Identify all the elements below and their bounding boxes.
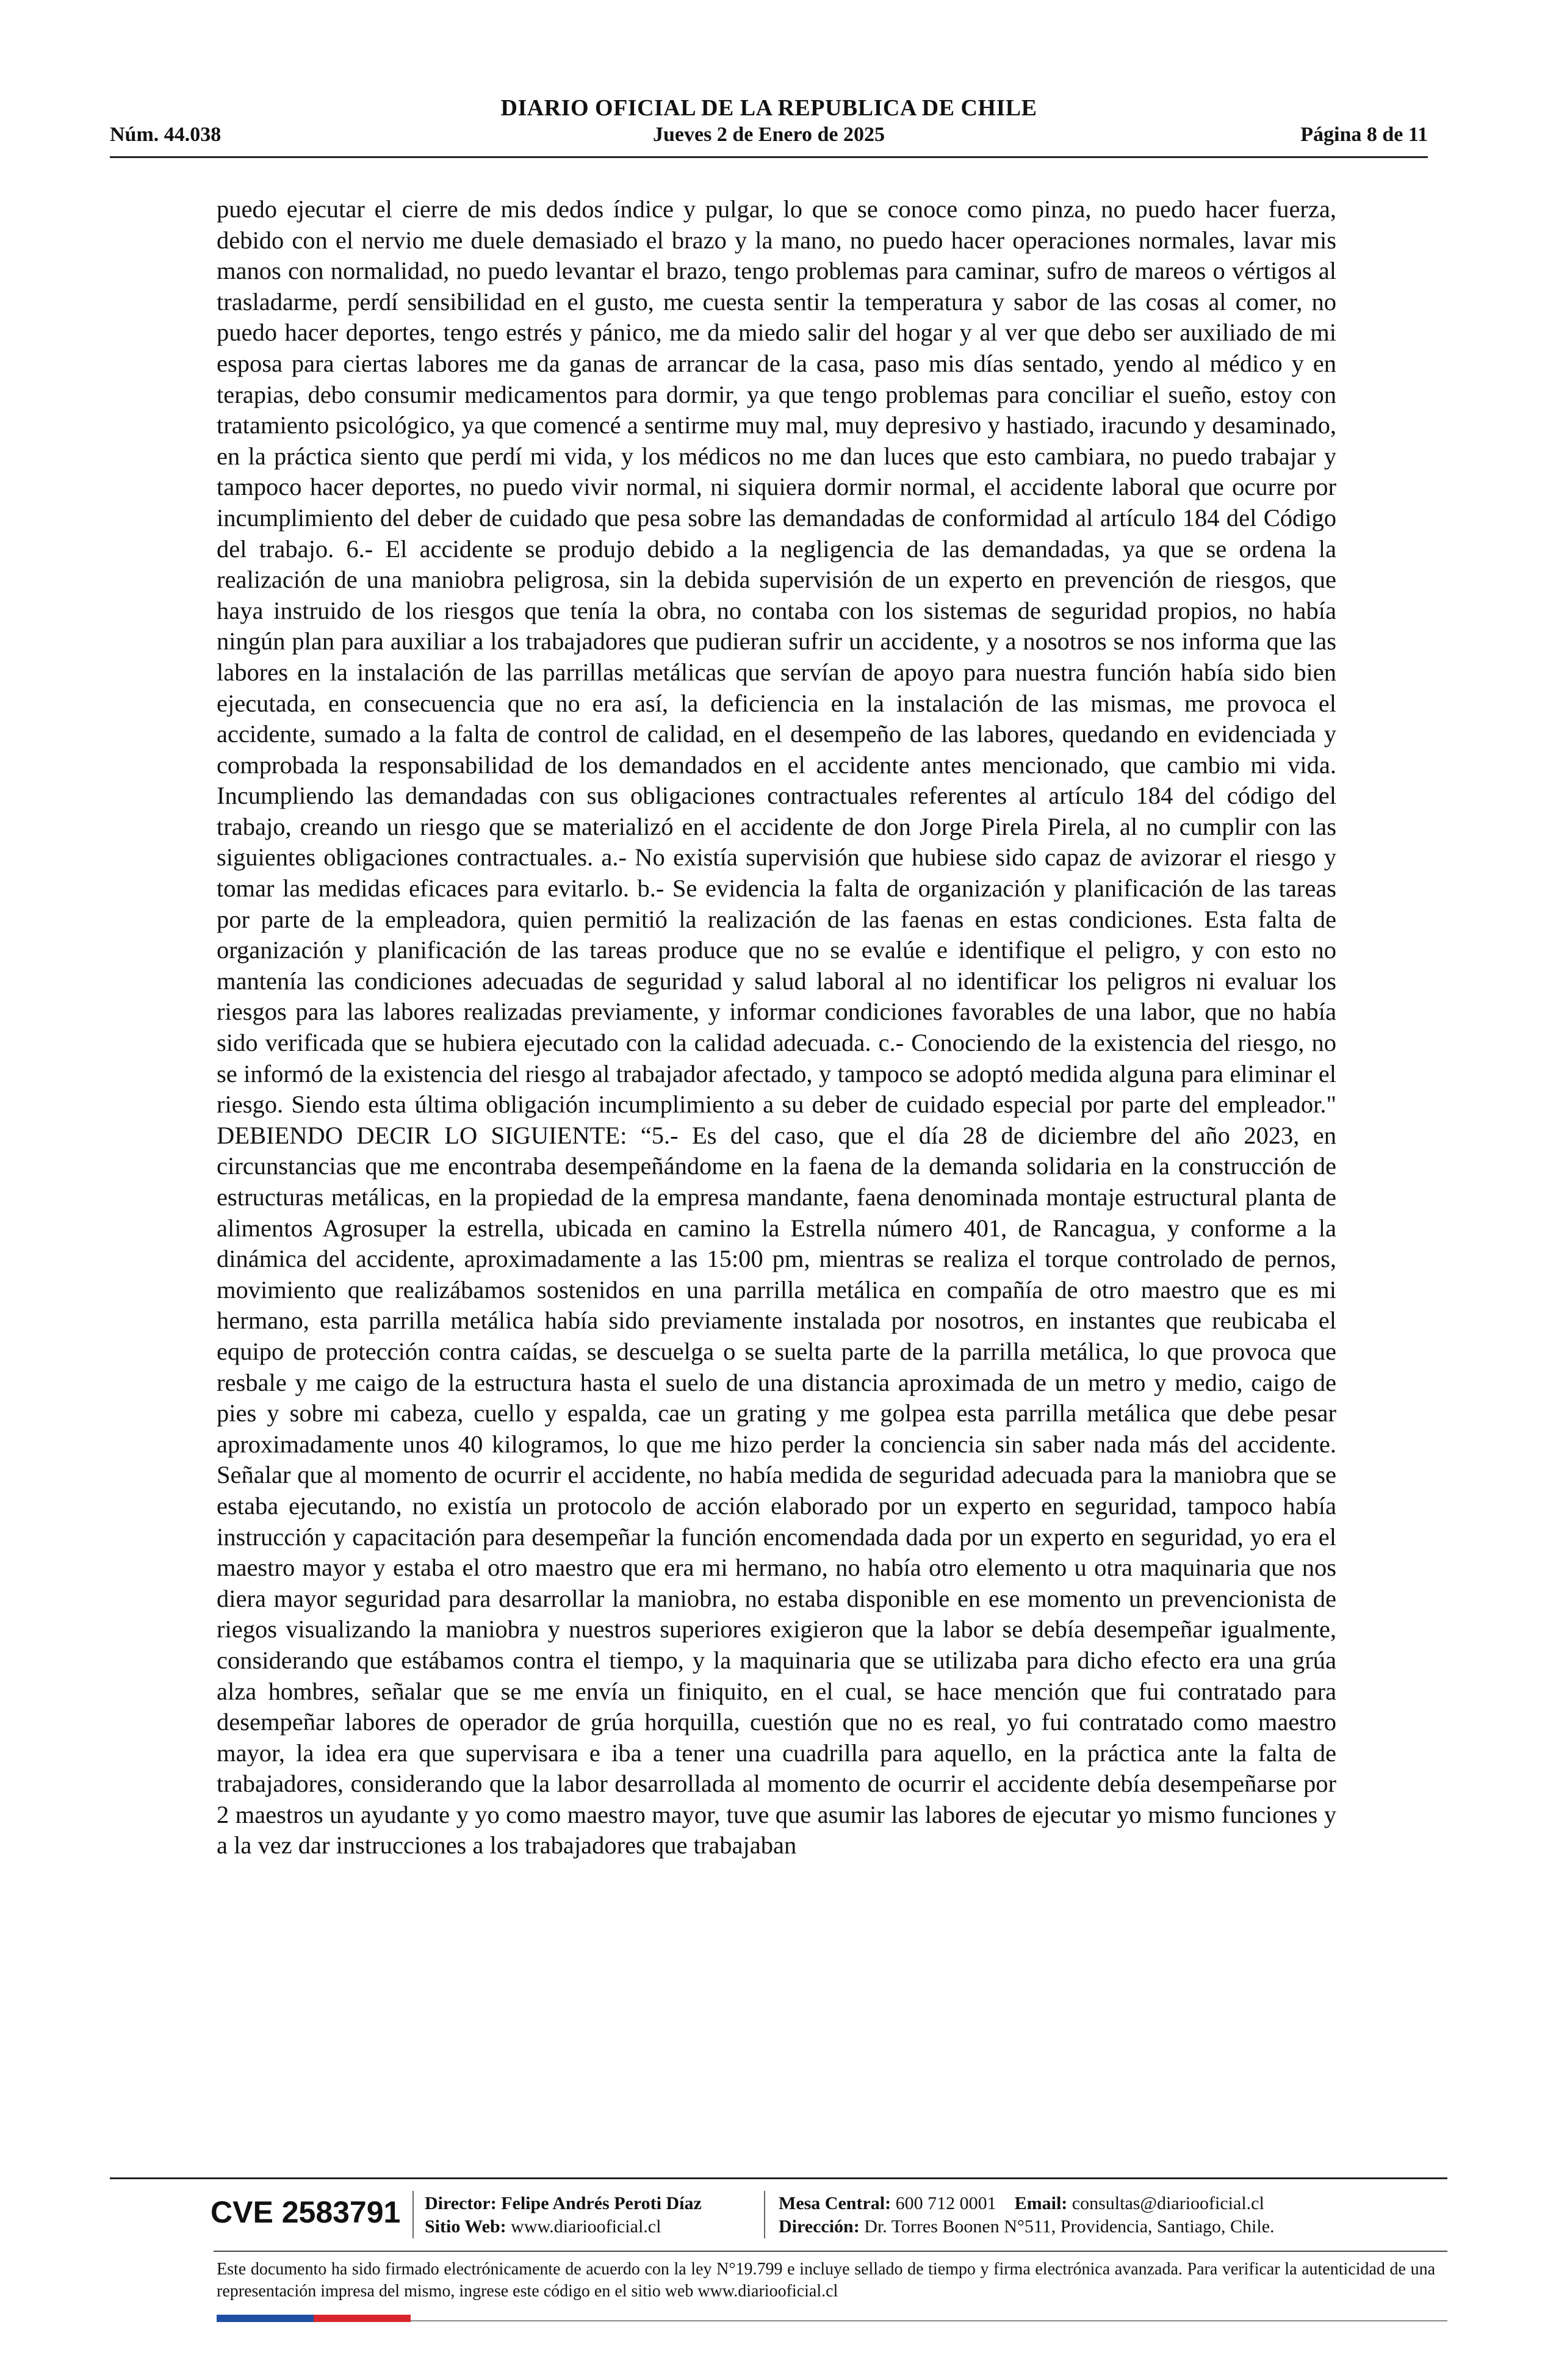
issue-number: Núm. 44.038 <box>110 123 222 146</box>
flag-blue-band <box>217 2315 314 2322</box>
site-link[interactable]: www.diariooficial.cl <box>511 2216 661 2237</box>
header-info-row <box>110 123 1428 151</box>
signature-note: Este documento ha sido firmado electrónicamente de acuerdo con la ley N°19.799 e incluye sellado de tiempo y firma electrónica avanzada. Para verificar la autenticidad de una representación impresa del mismo, ingrese este código en el sitio web www.diariooficial.cl <box>217 2260 1435 2301</box>
email-link[interactable]: consultas@diariooficial.cl <box>1072 2193 1264 2213</box>
footer-divider-middle <box>214 2251 1447 2252</box>
footer-divider-top <box>110 2177 1447 2179</box>
footer-separator <box>764 2191 765 2238</box>
director-name: Felipe Andrés Peroti Díaz <box>501 2193 702 2213</box>
footer-contact-block <box>779 2192 1275 2238</box>
footer-director-block <box>425 2192 702 2238</box>
address-value: Dr. Torres Boonen N°511, Providencia, Santiago, Chile. <box>864 2216 1275 2237</box>
header-divider <box>110 156 1428 158</box>
document-body-text: puedo ejecutar el cierre de mis dedos índice y pulgar, lo que se conoce como pinza, no puedo hacer fuerza, debido con el nervio me duele demasiado el brazo y la mano, no puedo hacer operaciones normales, lavar mis manos con normalidad, no puedo levantar el brazo, tengo problemas para caminar, sufro de mareos o vértigos al trasladarme, perdí sensibilidad en el gusto, me cuesta sentir la temperatura y sabor de las cosas al comer, no puedo hacer deportes, tengo estrés y pánico, me da miedo salir del hogar y al ver que debo ser auxiliado de mi esposa para ciertas labores me da ganas de arrancar de la casa, paso mis días sentado, yendo al médico y en terapias, debo consumir medicamentos para dormir, ya que tengo problemas para conciliar el sueño, estoy con tratamiento psicológico, ya que comencé a sentirme muy mal, muy depresivo y hastiado, iracundo y desaminado, en la práctica siento que perdí mi vida, y los médicos no me dan luces que esto cambiara, no puedo trabajar y tampoco hacer deportes, no puedo vivir normal, ni siquiera dormir normal, el accidente laboral que ocurre por incumplimiento del deber de cuidado que pesa sobre las demandadas de conformidad al artículo 184 del Código del trabajo. 6.- El accidente se produjo debido a la negligencia de las demandadas, ya que se ordena la realización de una maniobra peligrosa, sin la debida supervisión de un experto en prevención de riesgos, que haya instruido de los riesgos que tenía la obra, no contaba con los sistemas de seguridad propios, no había ningún plan para auxiliar a los trabajadores que pudieran sufrir un accidente, y a nosotros se nos informa que las labores en la instalación de las parrillas metálicas que servían de apoyo para nuestra función había sido bien ejecutada, en consecuencia que no era así, la deficiencia en la instalación de las mismas, me provoca el accidente, sumado a la falta de control de calidad, en el desempeño de las labores, quedando en evidenciada y comprobada la responsabilidad de los demandados en el accidente antes mencionado, que cambio mi vida. Incumpliendo las demandadas con sus obligaciones contractuales referentes al artículo 184 del código del trabajo, creando un riesgo que se materializó en el accidente de don Jorge Pirela Pirela, al no cumplir con las siguientes obligaciones contractuales. a.- No existía supervisión que hubiese sido capaz de avizorar el riesgo y tomar las medidas eficaces para evitarlo. b.- Se evidencia la falta de organización y planificación de las tareas por parte de la empleadora, quien permitió la realización de las faenas en estas condiciones. Esta falta de organización y planificación de las tareas produce que no se evalúe e identifique el peligro, y con esto no mantenía las condiciones adecuadas de seguridad y salud laboral al no identificar los peligros ni evaluar los riesgos para las labores realizadas previamente, y informar condiciones favorables de una labor, que no había sido verificada que se hubiera ejecutado con la calidad adecuada. c.- Conociendo de la existencia del riesgo, no se informó de la existencia del riesgo al trabajador afectado, y tampoco se adoptó medida alguna para eliminar el riesgo. Siendo esta última obligación incumplimiento a su deber de cuidado especial por parte del empleador." DEBIENDO DECIR LO SIGUIENTE: “5.- Es del caso, que el día 28 de diciembre del año 2023, en circunstancias que me encontraba desempeñándome en la faena de la demanda solidaria en la construcción de estructuras metálicas, en la propiedad de la empresa mandante, faena denominada montaje estructural planta de alimentos Agrosuper la estrella, ubicada en camino la Estrella número 401, de Rancagua, y conforme a la dinámica del accidente, aproximadamente a las 15:00 pm, mientras se realiza el torque controlado de pernos, movimiento que realizábamos sostenidos en una parrilla metálica en compañía de otro maestro que es mi hermano, esta parrilla metálica había sido previamente instalada por nosotros, en instantes que reubicaba el equipo de protección contra caídas, se descuelga o se suelta parte de la parrilla metálica, lo que provoca que resbale y me caigo de la estructura hasta el suelo de una distancia aproximada de un metro y medio, caigo de pies y sobre mi cabeza, cuello y espalda, cae un grating y me golpea esta parrilla metálica que debe pesar aproximadamente unos 40 kilogramos, lo que me hizo perder la conciencia sin saber nada más del accidente. Señalar que al momento de ocurrir el accidente, no había medida de seguridad adecuada para la maniobra que se estaba ejecutando, no existía un protocolo de acción elaborado por un experto en seguridad, tampoco había instrucción y capacitación para desempeñar la función encomendada dada por un experto en seguridad, yo era el maestro mayor y estaba el otro maestro que era mi hermano, no había otro elemento u otra maquinaria que nos diera mayor seguridad para desarrollar la maniobra, no estaba disponible en ese momento un prevencionista de riegos visualizando la maniobra y nuestros superiores exigieron que la labor se debía desempeñar igualmente, considerando que estábamos contra el tiempo, y la maquinaria que se utilizaba para dicho efecto era una grúa alza hombres, señalar que se me envía un finiquito, en el cual, se hace mención que fui contratado para desempeñar labores de operador de grúa horquilla, cuestión que no es real, yo fui contratado como maestro mayor, la idea era que supervisara e iba a tener una cuadrilla para aquello, en la práctica ante la falta de trabajadores, considerando que la labor desarrollada al momento de ocurrir el accidente debía desempeñarse por 2 maestros un ayudante y yo como maestro mayor, tuve que asumir las labores de ejecutar yo mismo funciones y a la vez dar instrucciones a los trabajadores que trabajaban <box>217 195 1336 1859</box>
address-label: Dirección: <box>779 2216 860 2237</box>
page-footer <box>110 2177 1447 2330</box>
footer-divider-bottom <box>411 2320 1447 2321</box>
director-label: Director: <box>425 2193 497 2213</box>
mesa-phone: 600 712 0001 <box>895 2193 996 2213</box>
issue-date: Jueves 2 de Enero de 2025 <box>653 123 885 146</box>
page-number: Página 8 de 11 <box>1300 123 1428 146</box>
mesa-label: Mesa Central: <box>779 2193 891 2213</box>
flag-red-band <box>314 2315 411 2322</box>
footer-separator <box>412 2191 414 2238</box>
newspaper-title: DIARIO OFICIAL DE LA REPUBLICA DE CHILE <box>500 95 1037 121</box>
chile-flag-stripe <box>217 2315 411 2322</box>
page-header <box>110 0 1428 160</box>
email-label: Email: <box>1014 2193 1068 2213</box>
site-label: Sitio Web: <box>425 2216 506 2237</box>
cve-code: CVE 2583791 <box>211 2195 401 2229</box>
